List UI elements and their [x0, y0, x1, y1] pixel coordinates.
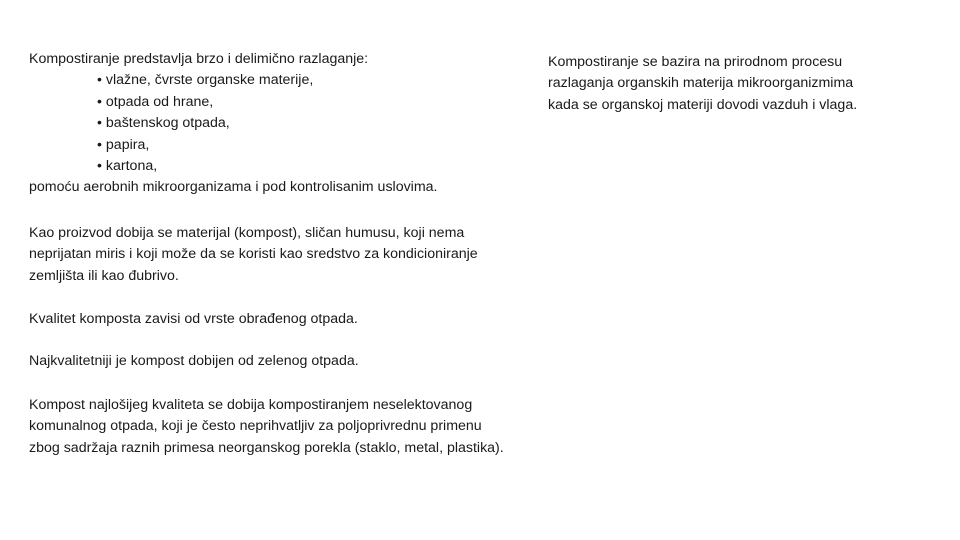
intro-emphasis: brzo i delimično: [196, 51, 295, 67]
intro-text-end: razlaganje:: [294, 51, 369, 67]
paragraph-line: Kao proizvod dobija se materijal (kompost), sličan humusu, koji nema: [29, 225, 465, 241]
paragraph-line: Kompost najlošijeg kvaliteta se dobija kompostiranjem neselektovanog: [29, 397, 473, 413]
bullet-item: • papira,: [97, 136, 150, 153]
bullet-item: • baštenskog otpada,: [97, 115, 230, 132]
best-compost-paragraph: [29, 351, 589, 372]
product-paragraph: [29, 223, 589, 287]
paragraph-line: zemljišta ili kao đubrivo.: [29, 267, 179, 284]
right-intro-line: razlaganja organskih materija mikroorganizmima: [548, 75, 854, 92]
bullet-item: • kartona,: [97, 158, 158, 175]
left-intro-closing: pomoću aerobnih mikroorganizama i pod kontrolisanim uslovima.: [29, 179, 438, 196]
intro-text: Kompostiranje predstavlja: [29, 51, 197, 67]
bullet-item: • vlažne, čvrste organske materije,: [97, 72, 314, 89]
left-intro-line: [29, 49, 529, 70]
worst-compost-paragraph: [29, 395, 609, 459]
right-intro-line: [548, 52, 948, 73]
right-intro-text-start: Kompostiranje se bazira na: [548, 54, 724, 70]
bullet-item: • otpada od hrane,: [97, 93, 214, 110]
right-intro-line: kada se organskoj materiji dovodi vazduh i vlaga.: [548, 96, 858, 113]
right-intro-text: [548, 52, 948, 116]
paragraph-line: Najkvalitetniji je kompost dobijen od zelenog otpada.: [29, 353, 359, 369]
paragraph-line: Kvalitet komposta zavisi od vrste obrađenog otpada.: [29, 311, 358, 327]
right-intro-emphasis: prirodnom procesu: [723, 54, 843, 70]
paragraph-line: komunalnog otpada, koji je često neprihvatljiv za poljoprivrednu primenu: [29, 418, 482, 435]
left-intro-text: [29, 49, 529, 199]
paragraph-line: neprijatan miris i koji može da se koristi kao sredstvo za kondicioniranje: [29, 246, 478, 263]
paragraph-line: zbog sadržaja raznih primesa neorganskog porekla (staklo, metal, plastika).: [29, 439, 504, 456]
quality-paragraph: [29, 309, 589, 330]
